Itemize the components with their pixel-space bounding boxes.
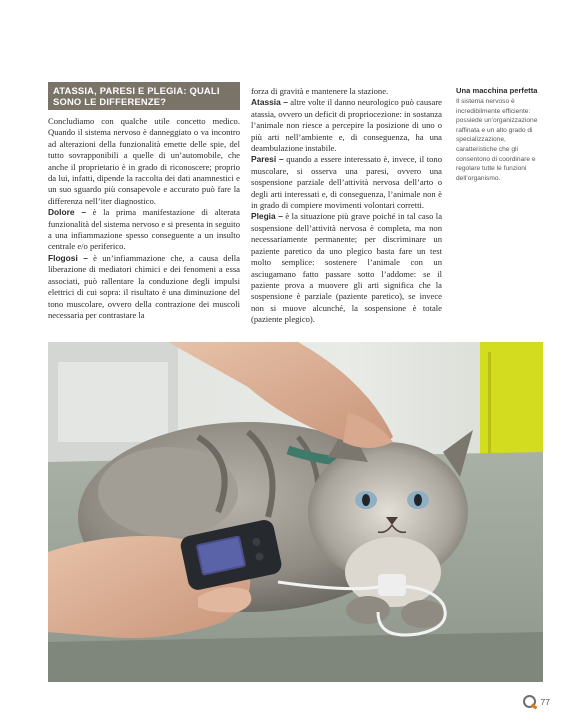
magazine-logo-icon: [523, 695, 536, 708]
intro-paragraph: Concludiamo con qualche utile concetto medico. Quando il sistema nervoso è danneggiato o va incontro ad alterazioni della funzionalità emette delle spie, del tutto sovrapponibili a quelle di un’automobile, che anche il proprietario è in grado di riconoscere; proprio da lui, infatti, dipende la raccolta dei dati anamnestici e un suo sguardo più consapevole e accurato può fare la differenza nell’iter diagnostico.: [48, 116, 240, 206]
paresi-paragraph: [251, 154, 442, 211]
continuation-text: forza di gravità e mantenere la stazione.: [251, 86, 389, 96]
dolore-paragraph: [48, 207, 240, 253]
sidebar-box: [456, 86, 542, 183]
sidebar-text: Il sistema nervoso è incredibilmente efficiente: possiede un’organizzazione raffinata e un alto grado di specializzazione, caratteristiche che gli consentono di coordinare e regolare tutte le funzioni dell’organismo.: [456, 98, 538, 182]
article-column-left: [48, 82, 240, 321]
atassia-paragraph: [251, 97, 442, 154]
page-number: 77: [540, 697, 550, 707]
term-paresi: Paresi –: [251, 154, 284, 165]
flogosi-text: è un’infiammazione che, a causa della liberazione di mediatori chimici e dei fenomeni a essa associati, può rallentare la conduzione degli impulsi elettrici di cui sopra: il risultato è una diminuzione del tono muscolare, ovvero della contrazione dei muscoli necessaria per contrastare la: [48, 252, 240, 320]
term-dolore: Dolore –: [48, 207, 87, 218]
plegia-paragraph: [251, 211, 442, 325]
sidebar-title: Una macchina perfetta: [456, 86, 538, 95]
dolore-text: è la prima manifestazione di alterata funzionalità del sistema nervoso e si presenta in seguito a una infiammazione spesso conseguente a un insulto centrale e/o periferico.: [48, 207, 240, 252]
plegia-text: è la situazione più grave poiché in tal caso la sospensione dell’attività nervosa è completa, ma non necessariamente permanente; per discriminare un paziente paretico da uno plegico basta fare un test molto semplice: sostenere l’animale con un asciugamano fatto passare sotto l’addome: se il paziente prova a muovere gli arti significa che la sospensione è parziale (paziente paretico), se invece non si muove alcunché, la sospensione è totale (paziente plegico).: [251, 211, 443, 325]
section-title: ATASSIA, PARESI E PLEGIA: QUALI SONO LE DIFFERENZE?: [48, 82, 240, 110]
term-plegia: Plegia –: [251, 211, 283, 222]
term-flogosi: Flogosi –: [48, 252, 88, 263]
flogosi-paragraph: [48, 253, 240, 321]
cat-exam-photo: [48, 342, 543, 682]
term-atassia: Atassia –: [251, 97, 288, 108]
paresi-text: quando a essere interessato è, invece, il tono muscolare, si osserva una paresi, ovvero una sospensione parziale dell’attività nervosa dell’arto o degli arti interessati e, di conseguenza, l’animale non è in grado di compiere movimenti volontari corretti.: [251, 154, 442, 211]
article-column-middle: [251, 86, 442, 326]
atassia-text: altre volte il danno neurologico può causare atassia, ovvero un deficit di propriocezione: in sostanza l’animale non riesce a percepire la posizione di uno o più arti nell’ambiente e, di conseguenza, ha una deambulazione instabile.: [251, 97, 442, 154]
